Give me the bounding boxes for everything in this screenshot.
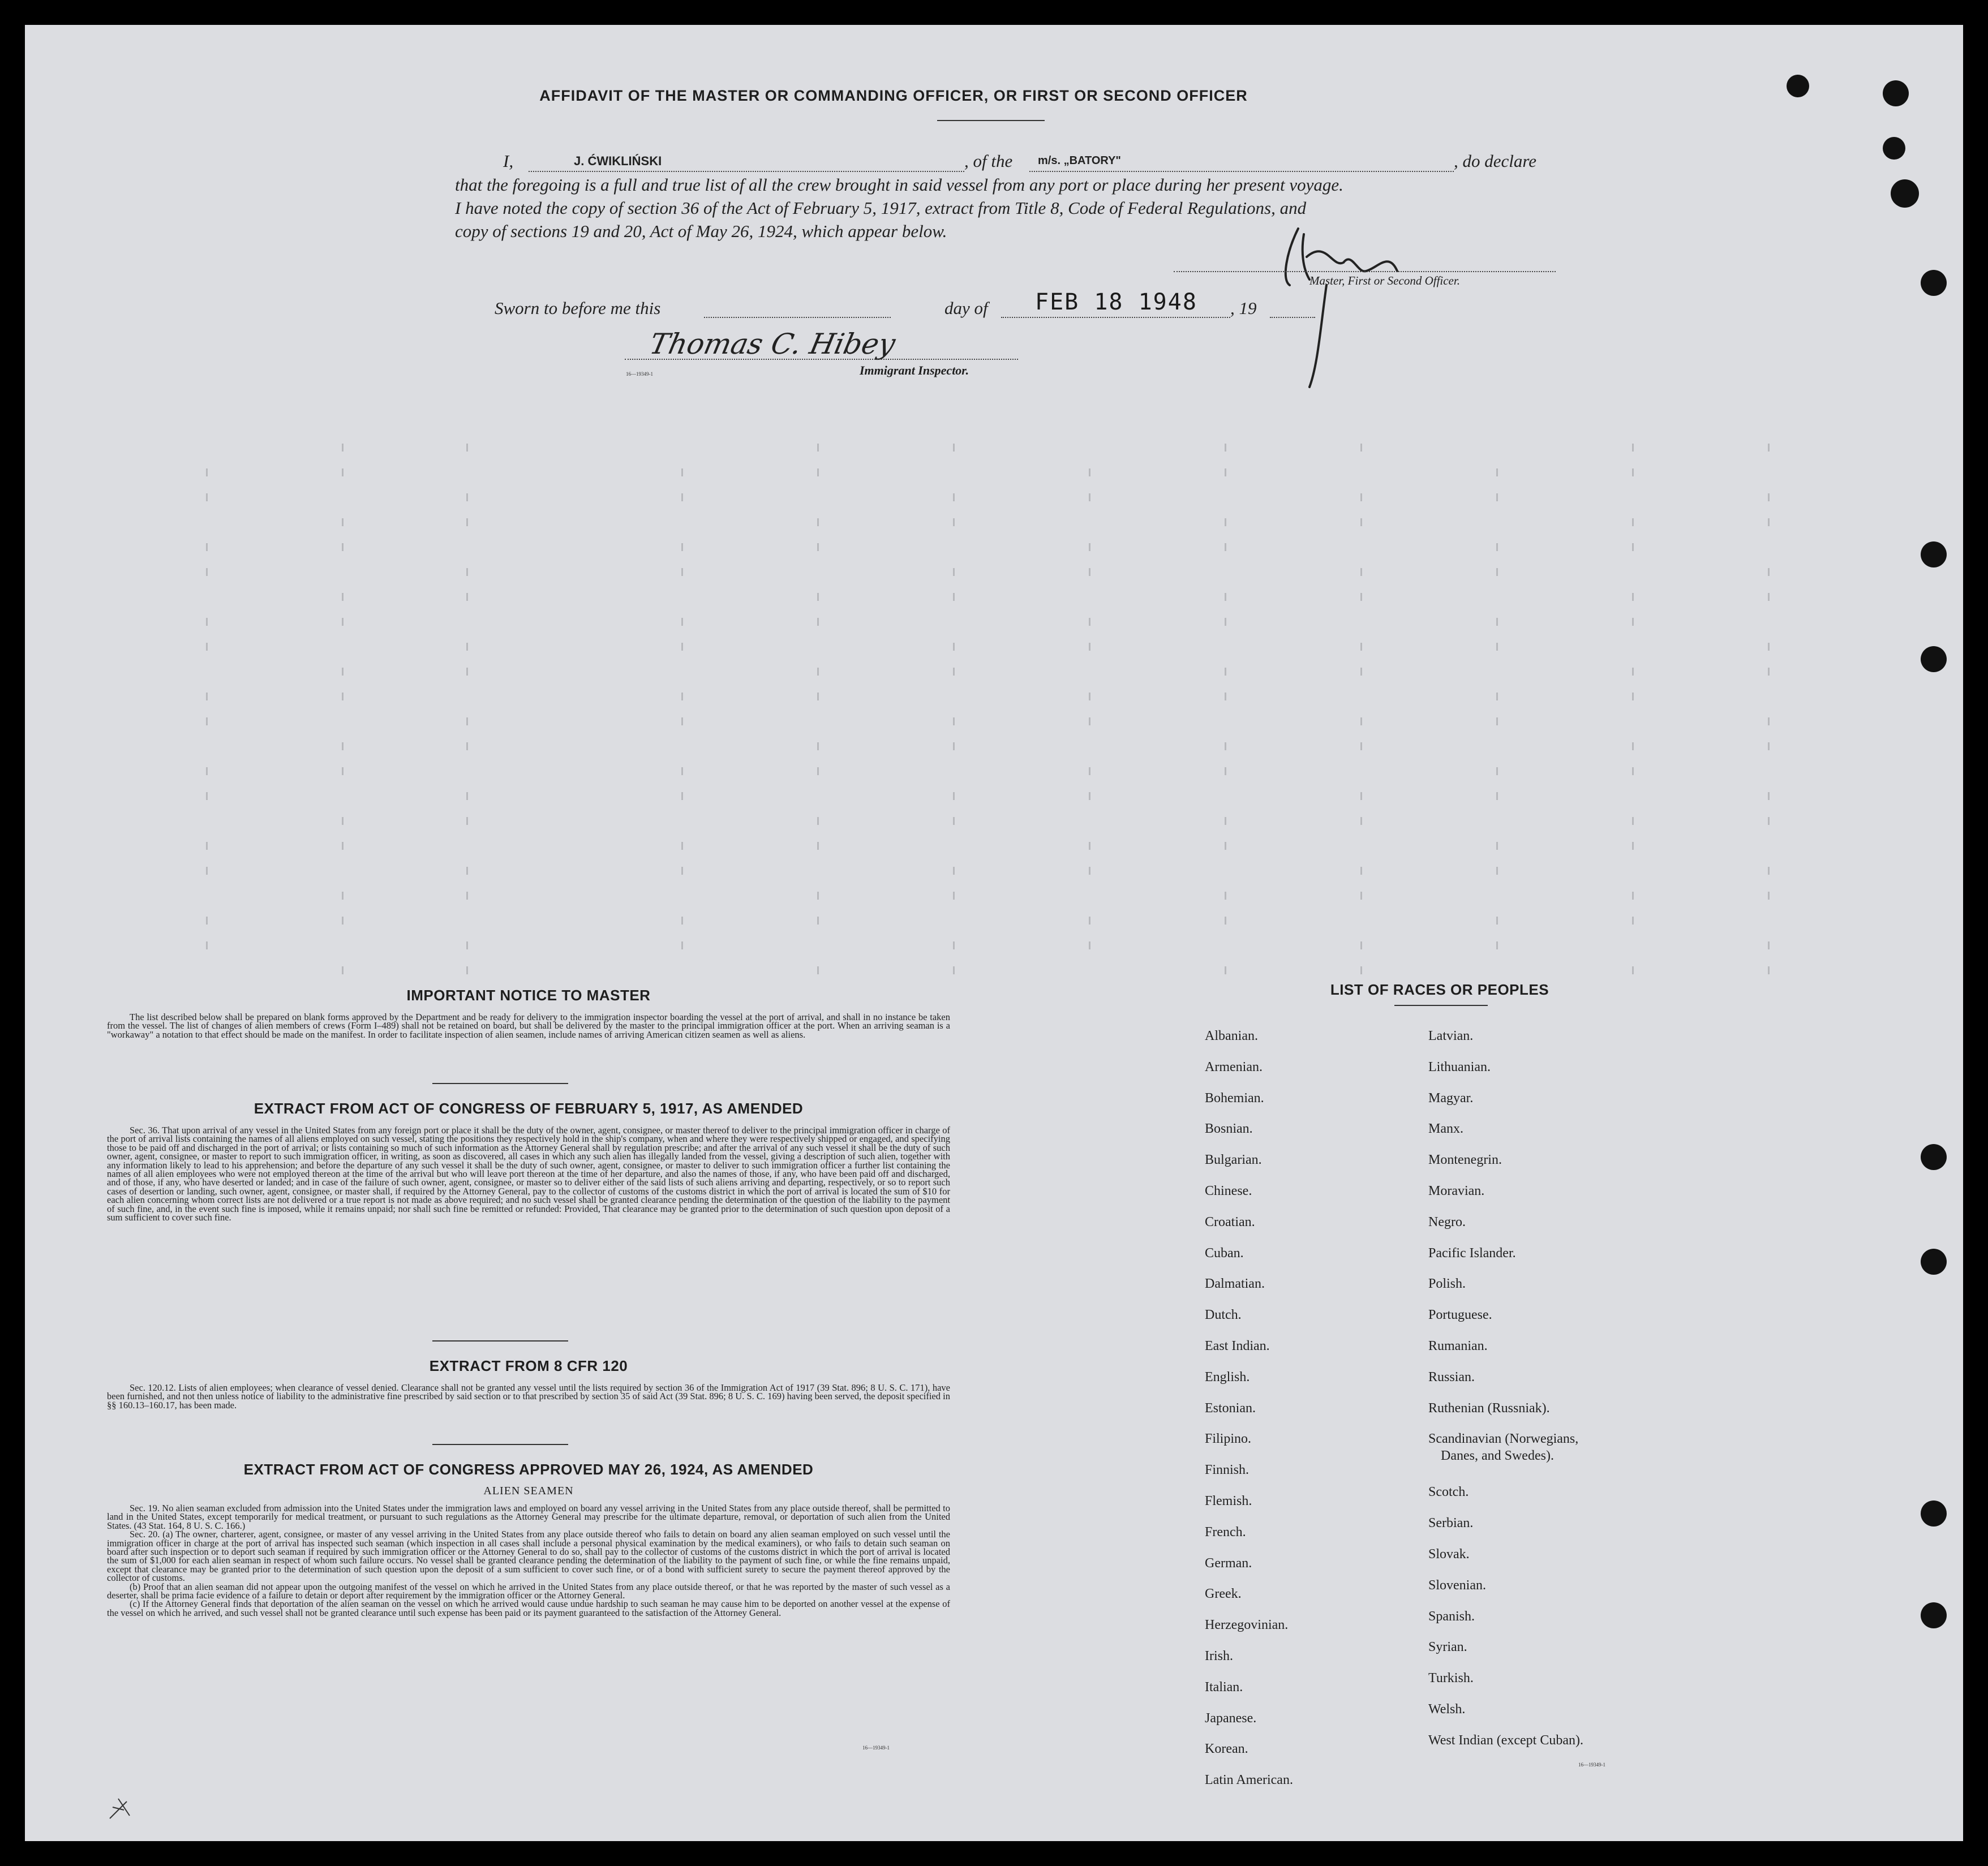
bleed-dot	[342, 917, 344, 925]
bleed-dot	[466, 717, 468, 725]
bleed-dot	[1632, 693, 1634, 700]
race-item: Scandinavian (Norwegians,	[1428, 1431, 1579, 1447]
bleed-dot	[342, 468, 344, 476]
bleed-dot	[953, 742, 955, 750]
race-item: Cuban.	[1205, 1245, 1244, 1261]
bleed-dot	[1225, 842, 1226, 850]
punch-hole	[1921, 1249, 1947, 1275]
bleed-dot	[1496, 568, 1498, 576]
race-item: French.	[1205, 1524, 1246, 1540]
day-of-label: day of	[944, 298, 988, 318]
bleed-dot	[1632, 468, 1634, 476]
race-item: Welsh.	[1428, 1702, 1466, 1717]
race-item: English.	[1205, 1369, 1250, 1385]
bleed-dot	[342, 767, 344, 775]
bleed-dot	[1089, 543, 1090, 551]
race-item: Irish.	[1205, 1649, 1233, 1663]
bleed-dot	[817, 468, 819, 476]
bleed-dot	[817, 917, 819, 925]
bleed-dot	[1632, 917, 1634, 925]
race-item: Montenegrin.	[1428, 1153, 1502, 1168]
bleed-dot	[1360, 892, 1362, 900]
form-number: 16—19349-1	[626, 371, 653, 377]
bleed-dot	[817, 593, 819, 601]
extract-1917-text	[107, 1126, 950, 1222]
punch-hole	[1921, 1144, 1947, 1170]
bleed-dot	[953, 817, 955, 825]
bleed-dot	[1089, 568, 1090, 576]
bleed-dot	[1768, 593, 1770, 601]
date-stamp: FEB 18 1948	[1035, 289, 1197, 315]
bleed-dot	[342, 842, 344, 850]
sworn-line	[495, 289, 1315, 321]
bleed-dot	[206, 767, 208, 775]
bleed-dot	[1496, 543, 1498, 551]
bleed-dot	[953, 643, 955, 651]
vessel-name-field	[1029, 149, 1454, 172]
race-item: Manx.	[1428, 1121, 1463, 1137]
bleed-dot	[681, 717, 683, 725]
bleed-dot	[1225, 518, 1226, 526]
race-item: Dutch.	[1205, 1308, 1242, 1323]
notice-paragraph: The list described below shall be prepared on blank forms approved by the Department and be ready for delivery to the immigration inspector boarding the vessel at the port of arrival, and shall in no instance be taken from the vessel. The list of changes of alien members of crews (Form I–489) shall not be retained on board, but shall be delivered by the master to the principal immigration officer at the port. When an arriving seaman is a "workaway" a notation to that effect should be made on the manifest. In order to facilitate inspection of alien seamen, include names of arriving American citizen seamen as well as aliens.	[107, 1012, 950, 1040]
bleed-dot	[1360, 941, 1362, 949]
bleed-dot	[466, 742, 468, 750]
bleed-dot	[1632, 742, 1634, 750]
bleed-dot	[1496, 693, 1498, 700]
bleed-dot	[1225, 543, 1226, 551]
bleed-dot	[466, 668, 468, 676]
bleed-dot	[206, 792, 208, 800]
punch-hole	[1787, 75, 1809, 97]
bleed-dot	[1225, 767, 1226, 775]
extract-1924-text	[107, 1504, 950, 1617]
bleed-dot	[466, 892, 468, 900]
bleed-dot	[1768, 568, 1770, 576]
bleed-dot	[1768, 444, 1770, 452]
bleed-dot	[953, 493, 955, 501]
bleed-dot	[1632, 842, 1634, 850]
document-page	[25, 25, 1963, 1841]
race-item: Bohemian.	[1205, 1090, 1264, 1106]
race-item: East Indian.	[1205, 1339, 1270, 1353]
race-item: West Indian (except Cuban).	[1428, 1732, 1583, 1748]
race-item: Bulgarian.	[1205, 1153, 1262, 1168]
bleed-dot	[342, 518, 344, 526]
bleed-dot	[1089, 693, 1090, 700]
bleed-dot	[206, 941, 208, 949]
bleed-dot	[1768, 966, 1770, 974]
bleed-dot	[1768, 867, 1770, 875]
bleed-dot	[342, 444, 344, 452]
bleed-dot	[1768, 941, 1770, 949]
bleed-dot	[681, 618, 683, 626]
extract-cfr-title: EXTRACT FROM 8 CFR 120	[429, 1357, 628, 1374]
section-rule	[432, 1340, 568, 1342]
races-form-number: 16—19349-1	[1578, 1762, 1605, 1768]
bleed-dot	[817, 668, 819, 676]
race-item: Moravian.	[1428, 1184, 1485, 1198]
extract-cfr-text	[107, 1383, 950, 1409]
bleed-dot	[1768, 792, 1770, 800]
bleed-dot	[681, 792, 683, 800]
bleed-dot	[1496, 767, 1498, 775]
punch-hole	[1921, 646, 1947, 672]
bleed-dot	[466, 941, 468, 949]
punch-hole	[1921, 1500, 1947, 1527]
bleed-dot	[953, 668, 955, 676]
race-item: Greek.	[1205, 1586, 1242, 1602]
bleed-dot	[466, 966, 468, 974]
alien-seamen-subtitle: ALIEN SEAMEN	[483, 1485, 574, 1497]
of-the-label: , of the	[964, 151, 1013, 171]
punch-hole	[1883, 80, 1909, 106]
bleed-dot	[206, 842, 208, 850]
declaration-line4: copy of sections 19 and 20, Act of May 26, 1924, which appear below.	[455, 221, 947, 241]
bleed-dot	[1632, 767, 1634, 775]
bleed-dot	[1496, 917, 1498, 925]
bleed-dot	[466, 867, 468, 875]
bleed-dot	[466, 593, 468, 601]
race-item: Korean.	[1205, 1742, 1248, 1757]
race-item: Latvian.	[1428, 1029, 1474, 1043]
bleed-dot	[1632, 817, 1634, 825]
bleed-dot	[206, 867, 208, 875]
bleed-dot	[1089, 643, 1090, 651]
bleed-dot	[817, 693, 819, 700]
race-item: Estonian.	[1205, 1400, 1256, 1416]
bleed-dot	[1768, 742, 1770, 750]
bleed-dot	[206, 618, 208, 626]
race-item: Rumanian.	[1428, 1339, 1488, 1353]
bleed-dot	[1768, 493, 1770, 501]
master-signature-line	[1174, 271, 1556, 272]
bleed-dot	[681, 543, 683, 551]
bleed-dot	[681, 568, 683, 576]
bleed-dot	[206, 717, 208, 725]
bleed-dot	[1360, 742, 1362, 750]
bleed-dot	[1632, 543, 1634, 551]
bleed-dot	[1360, 966, 1362, 974]
bleed-dot	[206, 693, 208, 700]
bleed-dot	[817, 444, 819, 452]
bleed-dot	[1496, 867, 1498, 875]
vessel-name: m/s. „BATORY"	[1038, 154, 1121, 167]
bleed-dot	[1089, 618, 1090, 626]
bleed-dot	[1632, 668, 1634, 676]
bleed-dot	[1225, 892, 1226, 900]
bleed-dot	[681, 842, 683, 850]
extract-1924-title: EXTRACT FROM ACT OF CONGRESS APPROVED MAY 26, 1924, AS AMENDED	[243, 1461, 814, 1478]
race-item: Spanish.	[1428, 1609, 1475, 1624]
bleed-dot	[1360, 717, 1362, 725]
bleed-dot	[1632, 966, 1634, 974]
i-label: I,	[503, 151, 514, 171]
bleed-dot	[1360, 518, 1362, 526]
bleed-dot	[466, 792, 468, 800]
bleed-dot	[1225, 444, 1226, 452]
bleed-dot	[1089, 717, 1090, 725]
bleed-dot	[342, 742, 344, 750]
title-rule	[937, 120, 1045, 121]
affidavit-title: AFFIDAVIT OF THE MASTER OR COMMANDING OFFICER, OR FIRST OR SECOND OFFICER	[539, 87, 1248, 104]
bleed-dot	[1360, 593, 1362, 601]
bleed-dot	[1360, 643, 1362, 651]
race-item: Portuguese.	[1428, 1308, 1492, 1323]
race-item: Syrian.	[1428, 1640, 1467, 1655]
race-item: Slovenian.	[1428, 1577, 1486, 1593]
race-item: Slovak.	[1428, 1547, 1470, 1562]
bleed-dot	[1496, 941, 1498, 949]
bleed-dot	[1089, 493, 1090, 501]
declaration-line3: I have noted the copy of section 36 of the Act of February 5, 1917, extract from Title 8, Code of Federal Regulations, and	[455, 198, 1307, 218]
bleed-dot	[681, 468, 683, 476]
punch-hole	[1921, 1602, 1947, 1628]
bleed-dot	[681, 643, 683, 651]
bleed-dot	[1360, 568, 1362, 576]
section-rule	[432, 1083, 568, 1084]
bleed-dot	[466, 568, 468, 576]
bleed-dot	[1360, 668, 1362, 676]
bleed-dot	[1496, 717, 1498, 725]
bleed-dot	[466, 493, 468, 501]
bleed-dot	[953, 717, 955, 725]
bleed-dot	[1089, 767, 1090, 775]
bleed-dot	[817, 966, 819, 974]
bleed-dot	[817, 842, 819, 850]
bleed-dot	[1225, 593, 1226, 601]
race-item: Ruthenian (Russniak).	[1428, 1400, 1550, 1416]
race-item: Herzegovinian.	[1205, 1618, 1289, 1633]
notice-title: IMPORTANT NOTICE TO MASTER	[406, 987, 651, 1004]
section-20b-paragraph: (b) Proof that an alien seaman did not appear upon the outgoing manifest of the vessel on which he arrived in the United States from any place outside thereof, or that he was reported by the master of such vessel as a deserter, shall be prima facie evidence of a failure to detain or deport after requirement by the immigration officer or the Attorney General.	[107, 1581, 950, 1601]
bleed-dot	[817, 892, 819, 900]
bleed-dot	[1496, 792, 1498, 800]
race-item: Turkish.	[1428, 1671, 1474, 1686]
bleed-dot	[1360, 444, 1362, 452]
bleed-dot	[1496, 643, 1498, 651]
bleed-dot	[1496, 842, 1498, 850]
sworn-label: Sworn to before me this	[495, 298, 661, 318]
bleed-dot	[342, 618, 344, 626]
bleed-dot	[1089, 867, 1090, 875]
bleed-dot	[206, 493, 208, 501]
bleed-dot	[1632, 618, 1634, 626]
bleed-dot	[817, 543, 819, 551]
bleed-dot	[817, 767, 819, 775]
bleed-dot	[206, 917, 208, 925]
bleed-dot	[466, 444, 468, 452]
bleed-dot	[681, 493, 683, 501]
races-title-rule	[1394, 1005, 1488, 1006]
race-item: Latin American.	[1205, 1773, 1293, 1788]
race-item: Japanese.	[1205, 1710, 1257, 1726]
bleed-dot	[1089, 792, 1090, 800]
bleed-dot	[1496, 618, 1498, 626]
bleed-dot	[206, 568, 208, 576]
bleed-dot	[1089, 842, 1090, 850]
section-120-paragraph: Sec. 120.12. Lists of alien employees; when clearance of vessel denied. Clearance shall not be granted any vessel until the lists required by section 36 of the Immigration Act of 1917 (39 Stat. 896; 8 U. S. C. 171), have been furnished, and not then unless notice of liability to the administrative fine prescribed by said section or to that prescribed by section 35 of said Act (39 Stat. 896; 8 U. S. C. 169) having been served, the deposit specified in §§ 160.13–160.17, has been made.	[107, 1382, 950, 1411]
bleed-dot	[953, 568, 955, 576]
bleed-dot	[466, 817, 468, 825]
bleed-dot	[1496, 493, 1498, 501]
race-item: Russian.	[1428, 1369, 1475, 1385]
bleed-dot	[466, 518, 468, 526]
inspector-signature-line	[625, 359, 1018, 360]
section-36-paragraph: Sec. 36. That upon arrival of any vessel in the United States from any foreign port or place it shall be the duty of the owner, agent, consignee, or master thereof to deliver to the principal immigration officer in charge of the port of arrival lists containing the names of all aliens employed on such vessel, stating the positions they respectively hold in the ship's company, when and where they were respectively shipped or engaged, and specifying those to be paid off and discharged in the port of arrival; or lists containing so much of such information as the Attorney General shall by regulation prescribe; and after the arrival of any such vessel it shall be the duty of such owner, agent, consignee, or master to report to such immigration officer, in writing, as soon as discovered, all cases in which any such alien has illegally landed from the vessel, giving a description of such alien, together with any information likely to lead to his apprehension; and before the departure of any such vessel it shall be the duty of such owner, agent, consignee, or master to deliver to such immigration officer a further list containing the names of all alien employees who were not employed thereon at the time of the arrival but who will leave port thereon at the time of her departure, and also the names of those, if any, who have been paid off and discharged, and of those, if any, who have deserted or landed; and in case of the failure of such owner, agent, consignee, or master so to deliver either of the said lists of such aliens arriving and departing, respectively, or so to report such cases of desertion or landing, such owner, agent, consignee, or master shall, if required by the Attorney General, pay to the collector of customs of the customs district in which the port of arrival is located the sum of $10 for each alien concerning whom correct lists are not delivered or a true report is not made as above required; and no such vessel shall be granted clearance pending the determination of the question of the liability to the payment of such fine, and, in the event such fine is imposed, while it remains unpaid; nor shall such fine be remitted or refunded: Provided, That clearance may be granted prior to the determination of such question upon deposit of a sum sufficient to cover such fine.	[107, 1125, 950, 1223]
race-item: Flemish.	[1205, 1494, 1252, 1508]
bleed-dot	[1360, 867, 1362, 875]
race-item: Chinese.	[1205, 1184, 1252, 1198]
bleed-dot	[817, 518, 819, 526]
bleed-dot	[1768, 892, 1770, 900]
punch-hole	[1891, 179, 1919, 208]
bleed-dot	[1225, 618, 1226, 626]
year-field	[1270, 296, 1315, 318]
bleed-dot	[206, 468, 208, 476]
bleed-dot	[817, 817, 819, 825]
master-caption: Master, First or Second Officer.	[1309, 274, 1460, 287]
race-item: Croatian.	[1205, 1214, 1255, 1229]
bleed-dot	[1089, 941, 1090, 949]
bleed-dot	[953, 892, 955, 900]
bleed-dot	[953, 593, 955, 601]
bleed-dot	[1496, 468, 1498, 476]
bleed-dot	[953, 966, 955, 974]
bleed-dot	[342, 892, 344, 900]
bleed-dot	[1768, 717, 1770, 725]
notice-text	[107, 1013, 950, 1039]
race-item: Filipino.	[1205, 1431, 1252, 1447]
race-item: Negro.	[1428, 1214, 1466, 1229]
bleed-dot	[206, 543, 208, 551]
bleed-dot	[1768, 668, 1770, 676]
bleed-dot	[1225, 966, 1226, 974]
bleed-dot	[1225, 742, 1226, 750]
bleed-dot	[1632, 518, 1634, 526]
bleed-dot	[342, 593, 344, 601]
declaration-line2: that the foregoing is a full and true list of all the crew brought in said vessel from any port or place during her present voyage.	[455, 175, 1343, 195]
race-item: Pacific Islander.	[1428, 1245, 1516, 1261]
bleed-dot	[681, 941, 683, 949]
bleed-dot	[1225, 917, 1226, 925]
bleed-dot	[1225, 693, 1226, 700]
do-declare-label: , do declare	[1454, 151, 1537, 171]
sworn-day-field	[704, 296, 891, 318]
bleed-dot	[342, 668, 344, 676]
bleed-dot	[342, 693, 344, 700]
race-item: Magyar.	[1428, 1090, 1474, 1106]
bleed-dot	[206, 643, 208, 651]
bleed-dot	[1089, 468, 1090, 476]
bleed-dot	[466, 643, 468, 651]
race-item: German.	[1205, 1555, 1252, 1571]
bleed-dot	[1360, 493, 1362, 501]
bleed-dot	[342, 966, 344, 974]
bleed-dot	[1225, 817, 1226, 825]
race-item: Italian.	[1205, 1679, 1243, 1695]
bleed-dot	[1632, 892, 1634, 900]
bleed-dot	[681, 917, 683, 925]
bleed-dot	[1360, 817, 1362, 825]
bleed-dot	[1089, 917, 1090, 925]
section-20c-paragraph: (c) If the Attorney General finds that deportation of the alien seaman on the vessel on which he arrived would cause undue hardship to such seaman he may cause him to be deported on another vessel at the expense of the vessel on which he arrived, and such vessel shall not be granted clearance until such expense has been paid or its payment guaranteed to the satisfaction of the Attorney General.	[107, 1598, 950, 1618]
section-19-paragraph: Sec. 19. No alien seaman excluded from admission into the United States under the immigration laws and employed on board any vessel arriving in the United States from any place outside thereof, shall be permitted to land in the United States, except temporarily for medical treatment, or pursuant to such regulations as the Attorney General may prescribe for the ultimate departure, removal, or deportation of such alien from the United States. (43 Stat. 164, 8 U. S. C. 166.)	[107, 1503, 950, 1531]
bleed-dot	[953, 792, 955, 800]
section-20a-paragraph: Sec. 20. (a) The owner, charterer, agent, consignee, or master of any vessel arriving in the United States from any place outside thereof who fails to detain on board any alien seaman employed on such vessel until the immigration officer in charge at the port of arrival has inspected such seaman (which inspection in all cases shall include a personal physical examination by the medical examiners), or who fails to detain such seaman on board after such inspection or to deport such seaman if required by such immigration officer or the Attorney General to do so, shall pay to the collector of customs of the customs district in which the port of arrival is located the sum of $1,000 for each alien seaman in respect of whom such failure occurs. No vessel shall be granted clearance pending the determination of the liability to the payment of such fine, or while the fine remains unpaid, except that clearance may be granted prior to the determination of such question upon the deposit of a sum sufficient to cover such fine, or of a bond with sufficient surety to secure the payment thereof approved by the collector of customs.	[107, 1529, 950, 1584]
master-name-field	[529, 149, 964, 172]
race-item: Dalmatian.	[1205, 1276, 1265, 1292]
bleed-dot	[342, 817, 344, 825]
bleed-dot	[1632, 593, 1634, 601]
race-item: Bosnian.	[1205, 1121, 1253, 1137]
declaration-line1	[503, 149, 1578, 174]
race-item: Scotch.	[1428, 1485, 1469, 1500]
inspector-caption: Immigrant Inspector.	[860, 363, 969, 377]
bleed-dot	[681, 693, 683, 700]
bleed-dot	[1768, 518, 1770, 526]
extract-1917-title: EXTRACT FROM ACT OF CONGRESS OF FEBRUARY 5, 1917, AS AMENDED	[254, 1100, 804, 1117]
bleed-dot	[342, 543, 344, 551]
bleed-dot	[953, 941, 955, 949]
date-field	[1001, 289, 1230, 318]
bleed-dot	[1225, 668, 1226, 676]
punch-hole	[1921, 541, 1947, 567]
race-item: Polish.	[1428, 1276, 1466, 1292]
bleed-dot	[1632, 444, 1634, 452]
year-label: , 19	[1230, 298, 1257, 318]
race-item: Serbian.	[1428, 1516, 1474, 1531]
extract-form-number: 16—19349-1	[862, 1745, 890, 1751]
bleed-dot	[817, 742, 819, 750]
bleed-dot	[953, 518, 955, 526]
race-item: Lithuanian.	[1428, 1059, 1491, 1074]
bleed-dot	[953, 867, 955, 875]
punch-hole	[1921, 270, 1947, 296]
section-rule	[432, 1444, 568, 1445]
bleed-dot	[681, 767, 683, 775]
punch-hole	[1883, 137, 1905, 160]
race-item: Albanian.	[1205, 1029, 1258, 1043]
bleed-dot	[953, 444, 955, 452]
bleed-dot	[1225, 468, 1226, 476]
master-name: J. ĆWIKLIŃSKI	[574, 154, 662, 168]
pencil-mark	[104, 1790, 138, 1824]
races-title: LIST OF RACES OR PEOPLES	[1330, 981, 1549, 998]
bleed-dot	[681, 867, 683, 875]
race-item: Danes, and Swedes).	[1441, 1448, 1554, 1464]
bleed-dot	[1768, 817, 1770, 825]
bleed-dot	[817, 618, 819, 626]
race-item: Finnish.	[1205, 1463, 1250, 1478]
race-item: Armenian.	[1205, 1059, 1263, 1074]
bleed-dot	[1360, 792, 1362, 800]
bleed-dot	[1768, 643, 1770, 651]
inspector-signature: Thomas C. Hibey	[646, 328, 899, 360]
